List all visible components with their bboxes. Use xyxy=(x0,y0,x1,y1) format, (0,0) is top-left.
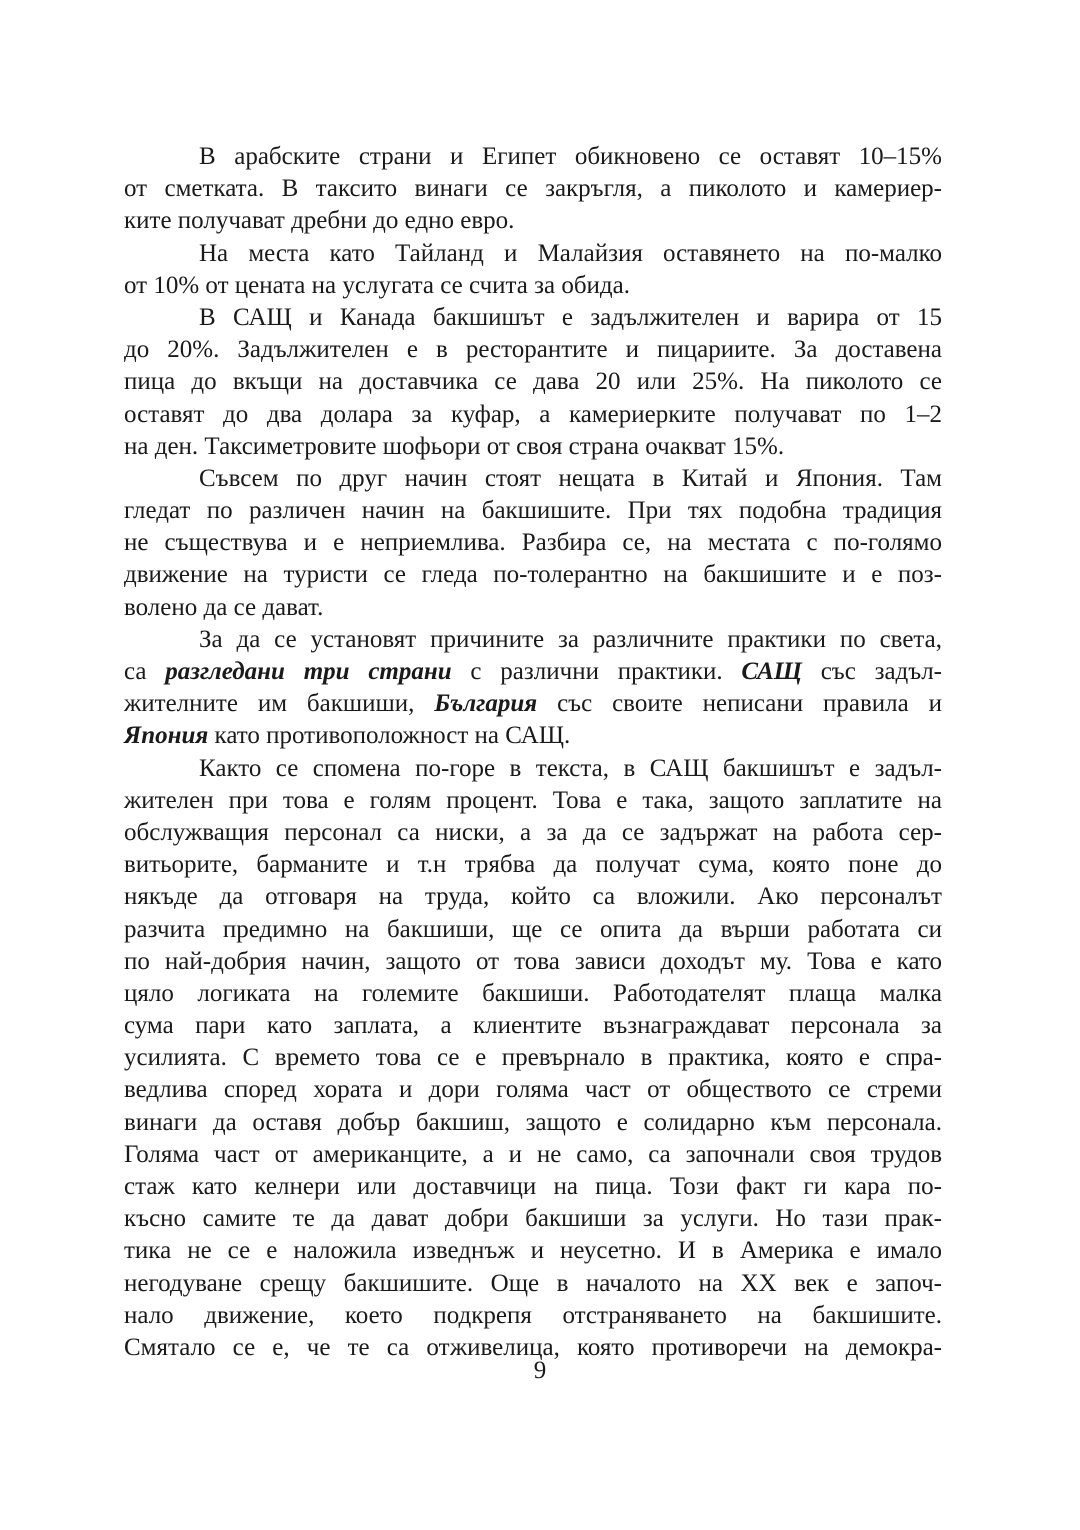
emphasized-text: САЩ xyxy=(741,658,802,685)
paragraph xyxy=(124,238,942,302)
text-run: Голяма част от американците, а и не само, са започнали своя трудов xyxy=(124,1140,942,1168)
text-run: цяло логиката на големите бакшиши. Работодателят плаща малка xyxy=(124,979,942,1007)
text-run: не съществува и е неприемлива. Разбира се, на местата с по-голямо xyxy=(124,529,942,557)
text-run: по най-добрия начин, защото от това зависи доходът му. Това е като xyxy=(124,947,942,975)
emphasized-text: България xyxy=(434,690,538,718)
text-run: някъде да отговаря на труда, който са вложили. Ако персоналът xyxy=(124,883,942,911)
text-run: пица до вкъщи на доставчика се дава 20 или 25%. На пиколото се xyxy=(124,368,942,396)
emphasized-text: разгледани три страни xyxy=(165,658,452,685)
text-line xyxy=(124,1268,942,1300)
text-line xyxy=(124,399,942,431)
text-line xyxy=(124,849,942,881)
text-line xyxy=(124,366,942,398)
text-run: Смятало се е, че те са отживелица, която противоречи на демокра- xyxy=(124,1333,942,1361)
text-run: ведлива според хората и дори голяма част от обществото се стреми xyxy=(124,1076,942,1104)
text-line xyxy=(124,141,942,173)
text-line xyxy=(124,205,942,237)
text-run: стаж като келнери или доставчици на пица. Този факт ги кара по- xyxy=(124,1173,942,1200)
text-line xyxy=(124,1235,942,1267)
text-run: са xyxy=(124,658,166,685)
text-line xyxy=(124,753,942,785)
text-run: тика не се е наложила изведнъж и неусетно. И в Америка е имало xyxy=(124,1237,942,1265)
text-line xyxy=(124,1203,942,1235)
text-line xyxy=(124,495,942,527)
text-line xyxy=(124,720,942,752)
text-run: жителните им бакшиши, xyxy=(124,690,435,718)
text-line xyxy=(124,238,942,270)
emphasized-text: Япония xyxy=(124,722,209,750)
body-text xyxy=(124,141,942,1364)
text-line xyxy=(124,463,942,495)
text-line xyxy=(124,1107,942,1139)
text-run: със своите неписани правила и xyxy=(537,690,942,718)
text-line xyxy=(124,1171,942,1203)
text-run: оставят до два долара за куфар, а камериерките получават по 1–2 xyxy=(124,400,942,428)
text-line xyxy=(124,914,942,946)
text-line xyxy=(124,1139,942,1171)
text-run: от 10% от цената на услугата се счита за обида. xyxy=(124,271,630,299)
text-line xyxy=(124,656,942,688)
text-run: сума пари като заплата, а клиентите възнаграждават персонала за xyxy=(124,1012,942,1040)
text-run: усилията. С времето това се е превърнало в практика, която е спра- xyxy=(124,1044,942,1072)
text-line xyxy=(124,527,942,559)
text-line xyxy=(124,1074,942,1106)
text-run: като противоположност на САЩ. xyxy=(208,722,571,750)
text-line xyxy=(124,334,942,366)
text-run: витьорите, барманите и т.н трябва да получат сума, която поне до xyxy=(124,851,942,879)
text-line xyxy=(124,1042,942,1074)
text-line xyxy=(124,270,942,302)
text-run: разчита предимно на бакшиши, ще се опита да върши работата си xyxy=(124,915,942,943)
paragraph xyxy=(124,302,942,463)
text-line xyxy=(124,881,942,913)
text-line xyxy=(124,978,942,1010)
text-run: волено да се дават. xyxy=(124,593,324,621)
text-run: винаги да оставя добър бакшиш, защото е солидарно към персонала. xyxy=(124,1108,942,1136)
text-run: с различни практики. xyxy=(451,658,742,685)
text-run: За да се установят причините за различните практики по света, xyxy=(199,625,942,653)
text-line xyxy=(124,1300,942,1332)
text-line xyxy=(124,946,942,978)
text-line xyxy=(124,559,942,591)
paragraph xyxy=(124,624,942,753)
text-line xyxy=(124,688,942,720)
paragraph xyxy=(124,463,942,624)
text-run: Както се спомена по-горе в текста, в САЩ бакшишът е задъл- xyxy=(199,754,942,782)
text-line xyxy=(124,592,942,624)
text-run: гледат по различен начин на бакшишите. При тях подобна традиция xyxy=(124,497,942,525)
text-line xyxy=(124,624,942,656)
text-run: късно самите те да дават добри бакшиши за услуги. Но тази прак- xyxy=(124,1205,942,1233)
text-run: нало движение, което подкрепя отстраняването на бакшишите. xyxy=(124,1301,942,1329)
text-run: ките получават дребни до едно евро. xyxy=(124,207,515,235)
text-run: със задъл- xyxy=(801,658,943,685)
text-line xyxy=(124,173,942,205)
text-run: В САЩ и Канада бакшишът е задължителен и варира от 15 xyxy=(199,303,942,331)
paragraph xyxy=(124,753,942,1365)
text-run: На места като Тайланд и Малайзия оставянето на по-малко xyxy=(199,239,942,267)
text-line xyxy=(124,785,942,817)
text-line xyxy=(124,302,942,334)
paragraph xyxy=(124,141,942,238)
text-run: на ден. Таксиметровите шофьори от своя страна очакват 15%. xyxy=(124,432,785,460)
text-run: от сметката. В таксито винаги се закръгля, а пиколото и камериер- xyxy=(124,175,942,203)
text-run: до 20%. Задължителен е в ресторантите и пицариите. За доставена xyxy=(124,336,942,364)
text-line xyxy=(124,1010,942,1042)
text-line xyxy=(124,817,942,849)
text-run: Съвсем по друг начин стоят нещата в Китай и Япония. Там xyxy=(199,464,942,492)
text-run: В арабските страни и Египет обикновено се оставят 10–15% xyxy=(199,143,942,170)
text-line xyxy=(124,431,942,463)
page-number: 9 xyxy=(533,1357,547,1384)
text-run: обслужващия персонал са ниски, а за да се задържат на работа сер- xyxy=(124,818,942,846)
text-run: движение на туристи се гледа по-толерантно на бакшишите и е поз- xyxy=(124,561,942,589)
text-run: жителен при това е голям процент. Това е така, защото заплатите на xyxy=(124,786,942,814)
text-run: негодуване срещу бакшишите. Още в началото на XX век е започ- xyxy=(124,1269,942,1297)
